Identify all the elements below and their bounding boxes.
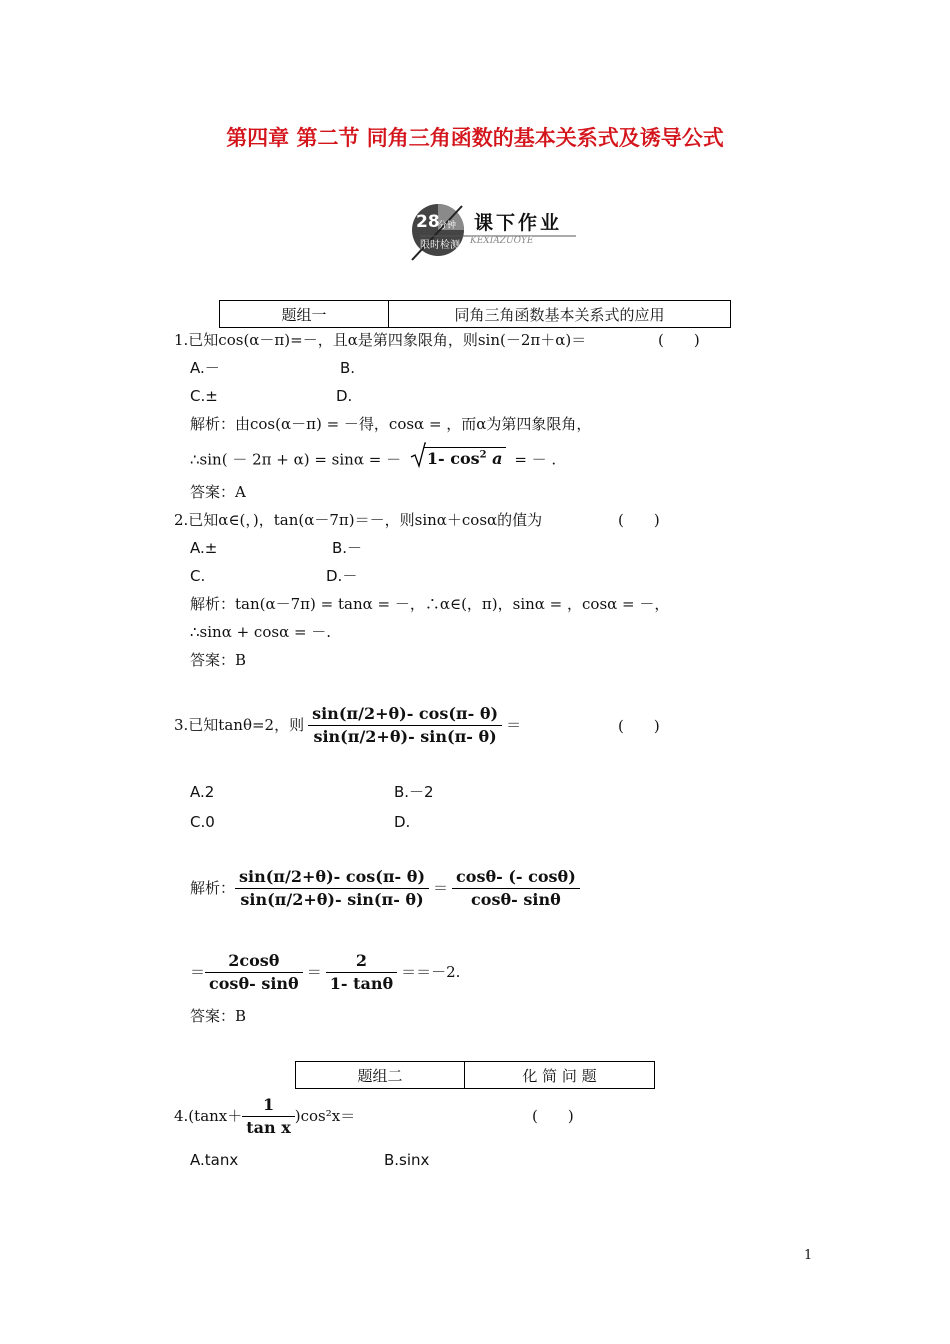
q1-paren: ( ) <box>658 331 700 349</box>
q3-fraction <box>308 703 502 748</box>
q3-option-d: D. <box>394 813 411 831</box>
q4-suffix: )cos²x＝ <box>294 1107 356 1125</box>
q2-option-a: A.± <box>190 539 218 557</box>
group2-topic: 化 简 问 题 <box>522 1066 597 1085</box>
q2-option-b: B.－ <box>332 539 363 557</box>
q3-paren: ( ) <box>618 717 660 735</box>
q3-answer: 答案：B <box>190 1007 247 1025</box>
q4-paren: ( ) <box>532 1107 574 1125</box>
q3-sol-num-1: sin(π/2+θ)- cos(π- θ) <box>239 866 426 886</box>
group2-label: 题组二 <box>296 1062 465 1088</box>
q2-answer: 答案：B <box>190 651 247 669</box>
q4-numerator: 1 <box>262 1094 275 1114</box>
q4-stem <box>174 1092 355 1140</box>
section-logo <box>406 198 586 264</box>
sqrt-body: 1- cos <box>426 449 480 469</box>
q3-sol-fraction-4 <box>326 950 397 995</box>
q2-paren: ( ) <box>618 511 660 529</box>
q4-denominator: tan x <box>246 1117 291 1137</box>
q3-solution-tail: ＝＝－2. <box>401 963 461 981</box>
q3-sol-den-4: 1- tanθ <box>329 973 394 993</box>
q1-option-a: A.－ <box>190 359 220 377</box>
q1-solution-line1: 解析：由cos(α－π) = －得，cosα = ，而α为第四象限角， <box>190 415 592 433</box>
q3-option-a: A.2 <box>190 783 215 801</box>
q1-solution-line2 <box>190 446 556 469</box>
q3-sol-fraction-1 <box>235 866 429 911</box>
group1-label: 题组一 <box>220 301 389 327</box>
q1-option-c: C.± <box>190 387 218 405</box>
q1-stem: 1.已知cos(α－π)=－，且α是第四象限角，则sin(－2π＋α)＝ <box>174 331 587 349</box>
q3-equals: ＝ <box>506 716 522 734</box>
q3-sol-fraction-3 <box>205 950 303 995</box>
page-title: 第四章 第二节 同角三角函数的基本关系式及诱导公式 <box>226 126 724 150</box>
q3-option-b: B.－2 <box>394 783 434 801</box>
sqrt-icon: 1- $\cos^2 a$ <box>410 446 506 469</box>
q4-prefix: 4.(tanx＋ <box>174 1107 243 1125</box>
q3-option-c: C.0 <box>190 813 215 831</box>
q3-sol-den-1: sin(π/2+θ)- sin(π- θ) <box>240 889 424 909</box>
equals-sign: ＝ <box>190 963 206 981</box>
q3-prefix: 3.已知tanθ=2，则 <box>174 716 305 734</box>
q3-numerator: sin(π/2+θ)- cos(π- θ) <box>312 703 499 723</box>
q4-option-b: B.sinx <box>384 1151 430 1169</box>
q4-fraction <box>242 1094 295 1139</box>
q3-solution-line2 <box>190 946 460 998</box>
q3-sol-den-3: cosθ- sinθ <box>209 973 299 993</box>
q3-sol-num-4: 2 <box>355 950 367 970</box>
group1-table <box>219 300 731 328</box>
q3-denominator: sin(π/2+θ)- sin(π- θ) <box>313 726 497 746</box>
logo-heading: 课下作业 <box>474 212 563 234</box>
page-number: 1 <box>804 1248 813 1263</box>
q3-sol-num-3: 2cosθ <box>228 950 280 970</box>
q2-option-c: C. <box>190 567 206 585</box>
q2-option-d: D.－ <box>326 567 358 585</box>
q1-solution-post: = － . <box>514 450 557 469</box>
q3-sol-fraction-2 <box>452 866 580 911</box>
group1-topic: 同角三角函数基本关系式的应用 <box>454 305 665 324</box>
radical-sign-icon <box>410 442 426 468</box>
q3-sol-den-2: cosθ- sinθ <box>471 889 561 909</box>
q4-option-a: A.tanx <box>190 1151 239 1169</box>
q1-answer: 答案：A <box>190 483 246 501</box>
group2-table <box>295 1061 655 1089</box>
equals-sign: ＝ <box>306 963 322 981</box>
logo-badge-text: 分钟 <box>438 221 457 231</box>
equals-sign: ＝ <box>433 879 449 897</box>
q2-solution-line2: ∴sinα + cosα = －. <box>190 623 332 641</box>
q3-solution-label: 解析： <box>190 879 236 897</box>
q1-solution-pre: ∴sin( － 2π + α) = sinα = － <box>190 450 402 469</box>
q2-solution-line1: 解析：tan(α－7π) = tanα = －，∴α∈(，π)，sinα = ，cosα = －， <box>190 595 670 613</box>
logo-sub-text: 限时检测 <box>420 240 460 251</box>
q1-option-b: B. <box>340 359 356 377</box>
q2-stem: 2.已知α∈(，)，tan(α－7π)＝－，则sinα＋cosα的值为 <box>174 511 543 529</box>
q1-option-d: D. <box>336 387 353 405</box>
q3-sol-num-2: cosθ- (- cosθ) <box>456 866 576 886</box>
q3-solution-line1 <box>190 846 580 930</box>
q3-stem <box>174 680 521 770</box>
logo-badge-number: 28 <box>416 212 440 232</box>
logo-pinyin: KEXIAZUOYE <box>470 236 534 246</box>
sqrt-var: a <box>492 449 503 469</box>
